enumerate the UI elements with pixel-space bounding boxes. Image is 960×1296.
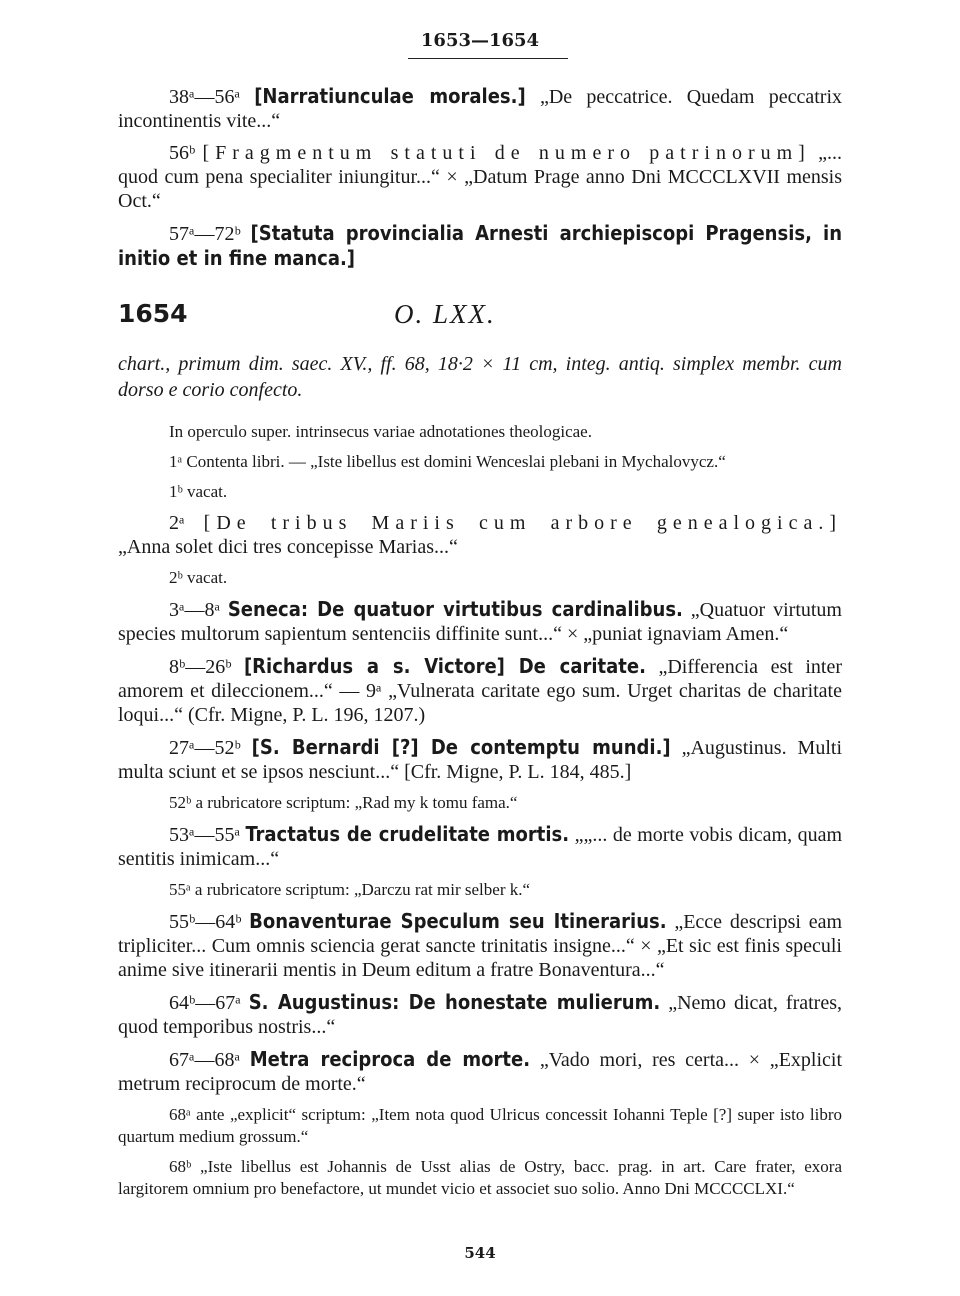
entry-text: „Iste libellus est Johannis de Usst alias de Ostry, bacc. prag. in art. Care frater, exora largitorem omnium pro benefactore, ut mundet vicio et associet suo solio. Anno Dni MCCCCLXI.“ — [118, 1157, 842, 1198]
entry-title: [Narratiunculae morales.] — [254, 84, 526, 108]
entry-incipit: „Anna solet dici tres concepisse Marias...“ — [118, 536, 458, 558]
folio-range: 67ᵃ—68ᵃ — [169, 1049, 240, 1071]
folio-range: 55ᵃ — [169, 880, 191, 899]
entry-note-68a — [118, 1104, 842, 1148]
entry-de-contemptu-mundi — [118, 735, 842, 784]
entry-incipit: „Quatuor virtutum species multorum sapientum sentenciis diffinite sunt...“ × „puniat ignaviam Amen.“ — [118, 599, 842, 645]
folio-range: 53ᵃ—55ᵃ — [169, 824, 240, 846]
entry-title: Tractatus de crudelitate mortis. — [245, 822, 570, 846]
entry-vacat-2b — [118, 567, 842, 589]
entry-incipit: „... quod cum pena specialiter iniungitur...“ × „Datum Prage anno Dni MCCCLXVII mensis Oct.“ — [118, 142, 842, 212]
running-head: 1653—1654 — [420, 30, 540, 51]
entry-contents-list — [118, 451, 842, 473]
entry-de-caritate — [118, 654, 842, 727]
entry-de-tribus-mariis — [118, 511, 842, 559]
entry-incipit: „Differencia est inter amorem et dileccionem...“ — 9ᵃ „Vulnerata caritate ego sum. Urget charitas de charitate loqui...“ (Cfr. Migne, P. L. 196, 1207.) — [118, 656, 842, 726]
shelfmark: O. LXX. — [394, 299, 496, 329]
entry-seneca — [118, 597, 842, 646]
entry-title: [S. Bernardi [?] De contemptu mundi.] — [251, 735, 671, 759]
entry-title: [Fragmentum statuti de numero patrinorum] — [202, 142, 811, 164]
entry-colophon-68b — [118, 1156, 842, 1200]
folio-range: 64ᵇ—67ᵃ — [169, 992, 241, 1014]
folio-range: 3ᵃ—8ᵃ — [169, 599, 220, 621]
physical-description: chart., primum dim. saec. XV., ff. 68, 18·2 × 11 cm, integ. antiq. simplex membr. cum dorso e corio confecto. — [118, 353, 842, 401]
entry-text: vacat. — [182, 482, 228, 501]
entry-incipit: „De peccatrice. Quedam peccatrix incontinentis vite...“ — [118, 86, 842, 132]
folio-range: 1ᵃ — [169, 452, 183, 471]
entry-text: Contenta libri. — „Iste libellus est domini Wenceslai plebani in Mychalovycz.“ — [182, 452, 726, 471]
entry-title: S. Augustinus: De honestate mulierum. — [248, 990, 661, 1014]
entry-de-crudelitate-mortis — [118, 822, 842, 871]
entry-fragmentum-statuti — [118, 141, 842, 213]
folio-range: 68ᵇ — [169, 1157, 192, 1176]
entry-metra-reciproca — [118, 1047, 842, 1096]
folio-range: 1ᵇ — [169, 482, 183, 501]
entry-vacat-1b — [118, 481, 842, 503]
entry-operculum — [118, 421, 842, 443]
entry-incipit: „Ecce descripsi eam tripliciter... Cum omnis sciencia gerat sancte trinitatis insigne...“ × „Et sic est finis speculi anime sive itinerarii mentis in Deum editum a fratre Bonaventura...“ — [118, 911, 843, 981]
folio-range: 2ᵇ — [169, 568, 183, 587]
manuscript-heading — [118, 299, 842, 341]
entry-rubricator-note-55a — [118, 879, 842, 901]
entry-text: In operculo super. intrinsecus variae adnotationes theologicae. — [169, 422, 592, 441]
entry-text: ante „explicit“ scriptum: „Item nota quod Ulricus concessit Iohanni Teple [?] super isto libro quartum medium grossum.“ — [118, 1105, 842, 1146]
entry-incipit: „„... de morte vobis dicam, quam sentitis inimicam...“ — [118, 824, 843, 870]
catalogue-text — [118, 84, 842, 1208]
entry-text: vacat. — [182, 568, 228, 587]
entry-statuta-provincialia — [118, 221, 842, 271]
folio-range: 56ᵇ — [169, 142, 196, 164]
entry-narratiunculae — [118, 84, 842, 133]
entry-text: a rubricatore scriptum: „Rad my k tomu fama.“ — [191, 793, 518, 812]
entry-title: [De tribus Mariis cum arbore genealogica.] — [184, 512, 842, 534]
entry-title: Seneca: De quatuor virtutibus cardinalibus. — [227, 597, 683, 621]
manuscript-number: 1654 — [118, 299, 188, 328]
entry-title: [Statuta provincialia Arnesti archiepiscopi Pragensis, in initio et in fine manca.] — [118, 221, 843, 270]
folio-range: 2ᵃ — [169, 512, 185, 534]
entry-bonaventura-speculum — [118, 909, 842, 982]
entry-incipit: „Augustinus. Multi multa sciunt et se ipsos nesciunt...“ [Cfr. Migne, P. L. 184, 485.] — [118, 737, 842, 783]
folio-range: 57ᵃ—72ᵇ — [169, 223, 241, 245]
page-number: 544 — [464, 1244, 496, 1262]
entry-text: a rubricatore scriptum: „Darczu rat mir selber k.“ — [190, 880, 531, 899]
folio-range: 8ᵇ—26ᵇ — [169, 656, 232, 678]
entry-incipit: „Vado mori, res certa... × „Explicit metrum reciprocum de morte.“ — [118, 1049, 843, 1095]
entry-title: Bonaventurae Speculum seu Itinerarius. — [249, 909, 667, 933]
entry-title: [Richardus a s. Victore] De caritate. — [243, 654, 646, 678]
folio-range: 55ᵇ—64ᵇ — [169, 911, 242, 933]
folio-range: 52ᵇ — [169, 793, 192, 812]
folio-range: 38ᵃ—56ᵃ — [169, 86, 240, 108]
entry-incipit: „Nemo dicat, fratres, quod temporibus nostris...“ — [118, 992, 842, 1038]
entry-title: Metra reciproca de morte. — [249, 1047, 531, 1071]
entry-rubricator-note-52b — [118, 792, 842, 814]
folio-range: 68ᵃ — [169, 1105, 191, 1124]
entry-augustinus-honestate — [118, 990, 842, 1039]
header-rule — [408, 58, 568, 59]
folio-range: 27ᵃ—52ᵇ — [169, 737, 241, 759]
